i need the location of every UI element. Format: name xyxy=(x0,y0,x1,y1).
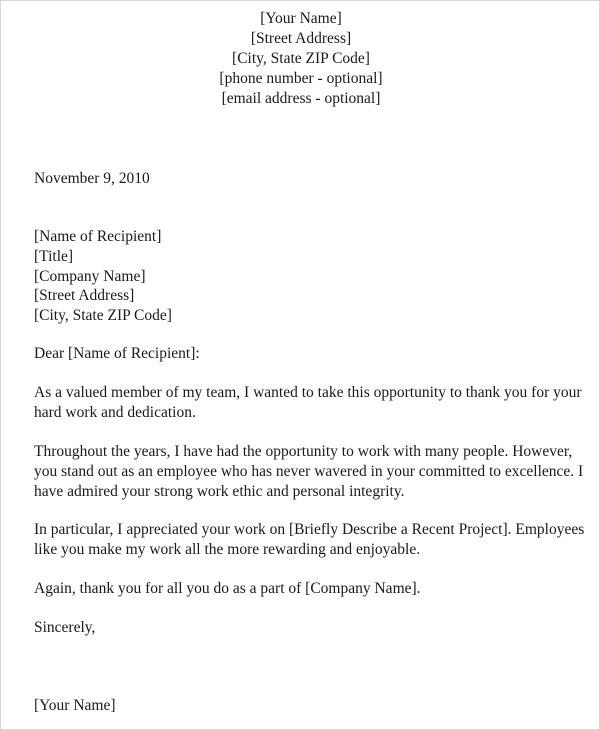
paragraph-line: you stand out as an employee who has never wavered in your committed to excellence. I xyxy=(34,462,584,480)
recipient-company: [Company Name] xyxy=(34,267,146,285)
salutation: Dear [Name of Recipient]: xyxy=(34,345,200,362)
sender-phone: [phone number - optional] xyxy=(219,70,383,87)
recipient-address-block xyxy=(34,227,574,326)
sender-address-block xyxy=(1,9,600,109)
sender-street: [Street Address] xyxy=(250,30,352,47)
paragraph xyxy=(34,579,574,599)
recipient-title: [Title] xyxy=(34,247,74,265)
paragraph-line: have admired your strong work ethic and personal integrity. xyxy=(34,482,405,500)
paragraph xyxy=(34,383,582,423)
sender-email: [email address - optional] xyxy=(221,90,381,107)
recipient-name: [Name of Recipient] xyxy=(34,228,162,245)
recipient-city: [City, State ZIP Code] xyxy=(34,307,172,325)
paragraph xyxy=(34,442,584,501)
recipient-street: [Street Address] xyxy=(34,287,135,305)
paragraph-line: like you make my work all the more rewarding and enjoyable. xyxy=(34,540,421,558)
paragraph xyxy=(34,520,585,560)
paragraph-line: Again, thank you for all you do as a part of [Company Name]. xyxy=(34,580,421,597)
paragraph-line: As a valued member of my team, I wanted to take this opportunity to thank you for your xyxy=(34,384,582,401)
closing: Sincerely, xyxy=(34,619,96,636)
paragraph-line: In particular, I appreciated your work on [Briefly Describe a Recent Project]. Employees xyxy=(34,521,585,538)
paragraph-line: Throughout the years, I have had the opportunity to work with many people. However, xyxy=(34,443,573,460)
letter-date: November 9, 2010 xyxy=(34,170,150,187)
sender-city: [City, State ZIP Code] xyxy=(232,50,370,67)
sender-name: [Your Name] xyxy=(260,10,342,27)
signature-name: [Your Name] xyxy=(34,697,116,714)
paragraph-line: hard work and dedication. xyxy=(34,403,196,421)
